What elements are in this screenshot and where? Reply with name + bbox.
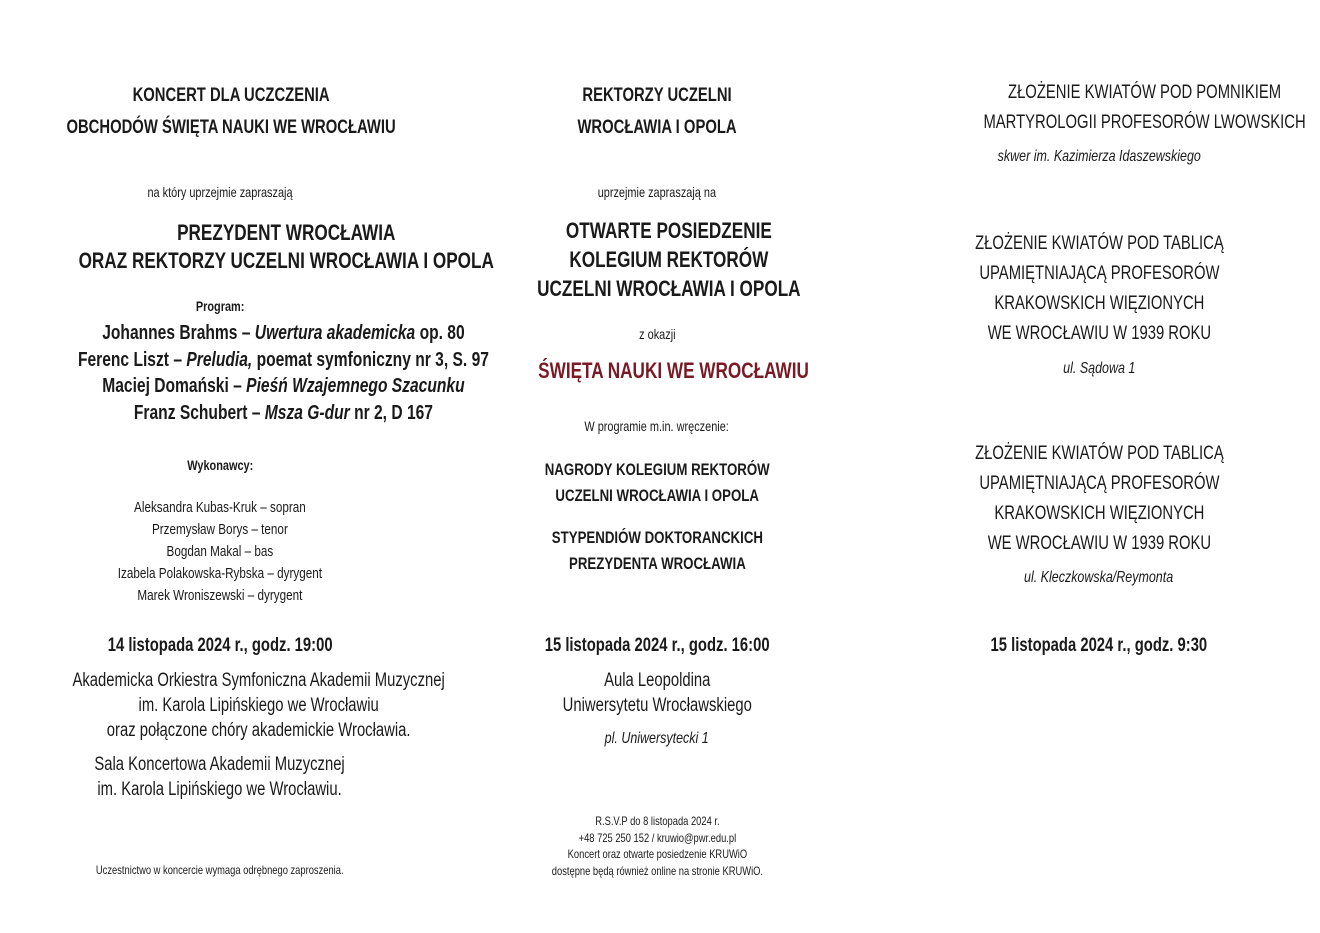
concert-title-line: OBCHODÓW ŚWIĘTA NAUKI WE WROCŁAWIU bbox=[66, 117, 396, 138]
award-line: UCZELNI WROCŁAWIA I OPOLA bbox=[555, 486, 759, 505]
hosts-line: ORAZ REKTORZY UCZELNI WROCŁAWIA I OPOLA bbox=[78, 248, 494, 273]
session-invite-intro: uprzejmie zapraszają na bbox=[597, 184, 717, 200]
program-item: Maciej Domański – Pieśń Wzajemnego Szacunku bbox=[102, 375, 465, 397]
ceremony-line: MARTYROLOGII PROFESORÓW LWOWSKICH bbox=[983, 112, 1306, 133]
program-list bbox=[20, 320, 489, 426]
ceremony-line: KRAKOWSKICH WIĘZIONYCH bbox=[994, 503, 1204, 524]
occasion-intro: z okazji bbox=[638, 326, 676, 342]
ceremony-line: ZŁOŻENIE KWIATÓW POD TABLICĄ bbox=[974, 233, 1224, 254]
venue-line: Sala Koncertowa Akademii Muzycznej bbox=[94, 754, 346, 775]
session-title bbox=[500, 80, 814, 144]
ensemble-line: im. Karola Lipińskiego we Wrocławiu bbox=[138, 695, 379, 716]
award-line: NAGRODY KOLEGIUM REKTORÓW bbox=[544, 460, 770, 479]
ceremony-3-place: ul. Kleczkowska/Reymonta bbox=[1024, 569, 1174, 586]
concert-date: 14 listopada 2024 r., godz. 19:00 bbox=[107, 635, 333, 656]
venue-line: Uniwersytetu Wrocławskiego bbox=[562, 695, 752, 716]
ensemble-line: oraz połączone chóry akademickie Wrocławia. bbox=[106, 720, 411, 741]
ceremony-line: WE WROCŁAWIU W 1939 ROKU bbox=[987, 323, 1211, 344]
event-line: KOLEGIUM REKTORÓW bbox=[569, 247, 769, 272]
ceremony-2-title bbox=[938, 229, 1260, 349]
performer: Bogdan Makal – bas bbox=[166, 543, 274, 560]
program-intro: W programie m.in. wręczenie: bbox=[584, 418, 730, 434]
program-item: Franz Schubert – Msza G-dur nr 2, D 167 bbox=[133, 401, 433, 424]
occasion-title: ŚWIĘTA NAUKI WE WROCŁAWIU bbox=[538, 358, 809, 383]
ceremony-2-place: ul. Sądowa 1 bbox=[1062, 360, 1136, 377]
rsvp-info bbox=[500, 813, 814, 879]
ceremony-line: KRAKOWSKICH WIĘZIONYCH bbox=[994, 293, 1204, 314]
program-label: Program: bbox=[195, 298, 245, 314]
performer: Marek Wroniszewski – dyrygent bbox=[137, 587, 303, 604]
performers-label: Wykonawcy: bbox=[187, 457, 253, 473]
award-line: STYPENDIÓW DOKTORANCKICH bbox=[551, 528, 763, 547]
performers-list bbox=[20, 497, 420, 607]
session-address: pl. Uniwersytecki 1 bbox=[604, 730, 710, 747]
award-1 bbox=[500, 457, 814, 509]
program-item: Ferenc Liszt – Preludia, poemat symfoniczny nr 3, S. 97 bbox=[77, 348, 489, 371]
ceremony-3-title bbox=[938, 439, 1260, 559]
performer: Aleksandra Kubas-Kruk – sopran bbox=[134, 499, 306, 516]
ceremony-line: UPAMIĘTNIAJĄCĄ PROFESORÓW bbox=[978, 473, 1220, 494]
hosts-line: PREZYDENT WROCŁAWIA bbox=[177, 220, 396, 245]
session-venue bbox=[500, 668, 814, 718]
event-line: UCZELNI WROCŁAWIA I OPOLA bbox=[537, 276, 801, 301]
ceremony-line: ZŁOŻENIE KWIATÓW POD POMNIKIEM bbox=[1008, 82, 1282, 103]
rsvp-line: Koncert oraz otwarte posiedzenie KRUWiO bbox=[567, 847, 747, 861]
concert-note: Uczestnictwo w koncercie wymaga odrębnego zaproszenia. bbox=[96, 863, 344, 877]
rsvp-line: dostępne będą również online na stronie KRUWiO. bbox=[551, 863, 763, 878]
session-event bbox=[500, 216, 814, 303]
ceremony-1-place: skwer im. Kazimierza Idaszewskiego bbox=[997, 148, 1201, 165]
rsvp-line: R.S.V.P do 8 listopada 2024 r. bbox=[594, 814, 720, 828]
performer: Izabela Polakowska-Rybska – dyrygent bbox=[117, 565, 323, 582]
venue-line: im. Karola Lipińskiego we Wrocławiu. bbox=[97, 779, 343, 800]
concert-ensemble bbox=[20, 668, 445, 743]
concert-hosts bbox=[20, 219, 494, 275]
concert-venue bbox=[20, 752, 420, 802]
concert-title bbox=[20, 80, 420, 144]
ceremony-line: WE WROCŁAWIU W 1939 ROKU bbox=[987, 533, 1211, 554]
session-date: 15 listopada 2024 r., godz. 16:00 bbox=[544, 635, 770, 656]
venue-line: Aula Leopoldina bbox=[603, 670, 711, 691]
event-line: OTWARTE POSIEDZENIE bbox=[565, 218, 772, 243]
award-2 bbox=[500, 525, 814, 577]
ceremony-1-title bbox=[938, 78, 1306, 138]
session-title-line: REKTORZY UCZELNI bbox=[582, 85, 732, 106]
performer: Przemysław Borys – tenor bbox=[152, 521, 288, 538]
award-line: PREZYDENTA WROCŁAWIA bbox=[568, 554, 746, 573]
ensemble-line: Akademicka Orkiestra Symfoniczna Akademii Muzycznej bbox=[72, 670, 445, 691]
ceremony-line: ZŁOŻENIE KWIATÓW POD TABLICĄ bbox=[974, 443, 1224, 464]
ceremony-date: 15 listopada 2024 r., godz. 9:30 bbox=[990, 635, 1208, 656]
program-item: Johannes Brahms – Uwertura akademicka op. 80 bbox=[102, 322, 465, 344]
concert-invite-intro: na który uprzejmie zapraszają bbox=[147, 184, 293, 200]
session-title-line: WROCŁAWIA I OPOLA bbox=[577, 117, 737, 138]
concert-title-line: KONCERT DLA UCZCZENIA bbox=[132, 85, 330, 106]
rsvp-contact[interactable]: +48 725 250 152 / kruwio@pwr.edu.pl bbox=[578, 830, 736, 845]
ceremony-line: UPAMIĘTNIAJĄCĄ PROFESORÓW bbox=[978, 263, 1220, 284]
